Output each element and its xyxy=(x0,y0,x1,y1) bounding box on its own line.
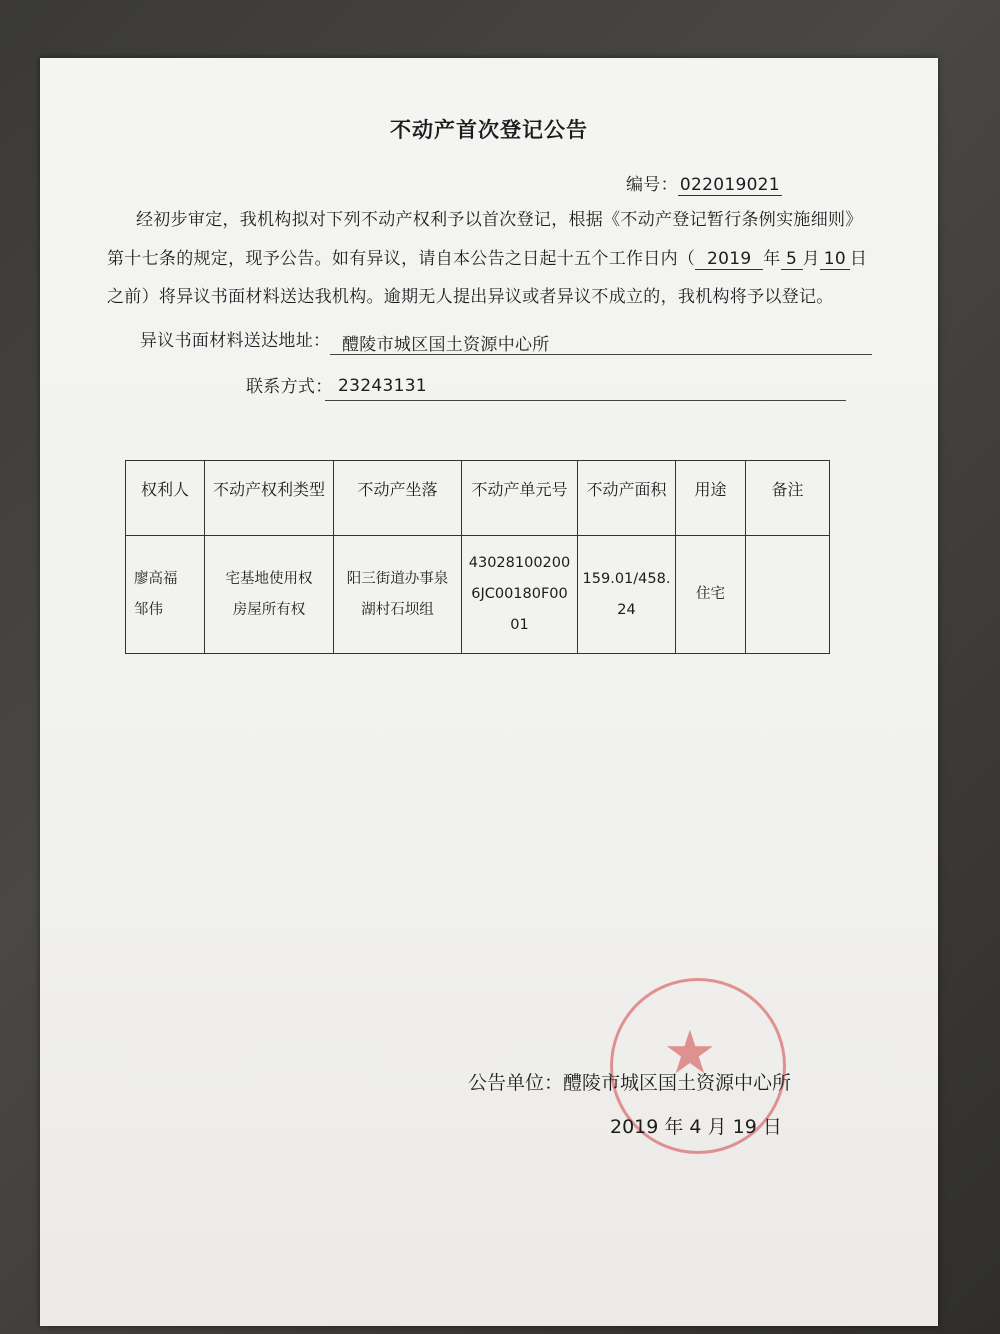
cell-location xyxy=(334,536,462,654)
location-line-2: 湖村石坝组 xyxy=(361,601,434,618)
holder-name-1: 廖高福 xyxy=(134,570,178,587)
cell-remark xyxy=(746,536,830,654)
month-char: 月 xyxy=(802,249,820,269)
address-label: 异议书面材料送达地址： xyxy=(140,331,331,351)
header-usage: 用途 xyxy=(676,461,746,536)
contact-underline xyxy=(325,400,846,401)
header-area: 不动产面积 xyxy=(578,461,676,536)
cell-unit-number xyxy=(462,536,578,654)
issuing-unit-name: 醴陵市城区国土资源中心所 xyxy=(563,1072,792,1094)
cell-holder xyxy=(126,536,205,654)
address-value: 醴陵市城区国土资源中心所 xyxy=(342,335,550,355)
notice-paper xyxy=(40,58,938,1326)
seal-star-icon: ★ xyxy=(663,1018,717,1088)
cell-area xyxy=(578,536,676,654)
deadline-year: 2019 xyxy=(695,249,763,270)
table-row xyxy=(126,536,830,654)
right-type-2: 房屋所有权 xyxy=(232,601,306,618)
area-line-1: 159.01/458. xyxy=(582,570,671,587)
holder-name-2: 邹伟 xyxy=(134,601,163,618)
unit-number-line-2: 6JC00180F00 xyxy=(471,586,568,602)
year-char: 年 xyxy=(763,249,781,269)
number-value: 022019021 xyxy=(679,175,780,195)
page-title: 不动产首次登记公告 xyxy=(390,118,588,142)
header-location: 不动产坐落 xyxy=(334,461,462,536)
deadline-day: 10 xyxy=(820,249,850,270)
paragraph-line-1: 经初步审定，我机构拟对下列不动产权利予以首次登记，根据《不动产登记暂行条例实施细则》 xyxy=(136,210,863,230)
paragraph-line-3: 之前）将异议书面材料送达我机构。逾期无人提出异议或者异议不成立的，我机构将予以登记。 xyxy=(107,287,834,307)
contact-value: 23243131 xyxy=(338,376,427,396)
paragraph-line-2 xyxy=(107,244,867,270)
table-header-row xyxy=(126,461,830,536)
number-label: 编号： xyxy=(626,175,678,195)
right-type-1: 宅基地使用权 xyxy=(225,570,313,587)
address-underline xyxy=(330,354,872,355)
unit-number-line-3: 01 xyxy=(510,617,529,633)
header-remark: 备注 xyxy=(746,461,830,536)
header-unit-number: 不动产单元号 xyxy=(462,461,578,536)
location-line-1: 阳三街道办事泉 xyxy=(346,570,449,587)
unit-number-line-1: 43028100200 xyxy=(468,555,571,571)
registration-table xyxy=(125,460,830,654)
issuing-unit-label: 公告单位： xyxy=(468,1072,564,1094)
day-char: 日 xyxy=(849,249,868,269)
header-holder: 权利人 xyxy=(126,461,205,536)
contact-label: 联系方式： xyxy=(246,377,333,397)
issuing-unit xyxy=(468,1068,791,1095)
cell-usage: 住宅 xyxy=(676,536,746,654)
cell-right-type xyxy=(205,536,334,654)
deadline-month: 5 xyxy=(781,249,803,270)
paragraph-line-2-text: 第十七条的规定，现予公告。如有异议，请自本公告之日起十五个工作日内（ xyxy=(107,249,696,269)
issue-date: 2019 年 4 月 19 日 xyxy=(610,1116,782,1138)
area-line-2: 24 xyxy=(617,601,636,618)
notice-number xyxy=(626,170,782,196)
header-right-type: 不动产权利类型 xyxy=(205,461,334,536)
